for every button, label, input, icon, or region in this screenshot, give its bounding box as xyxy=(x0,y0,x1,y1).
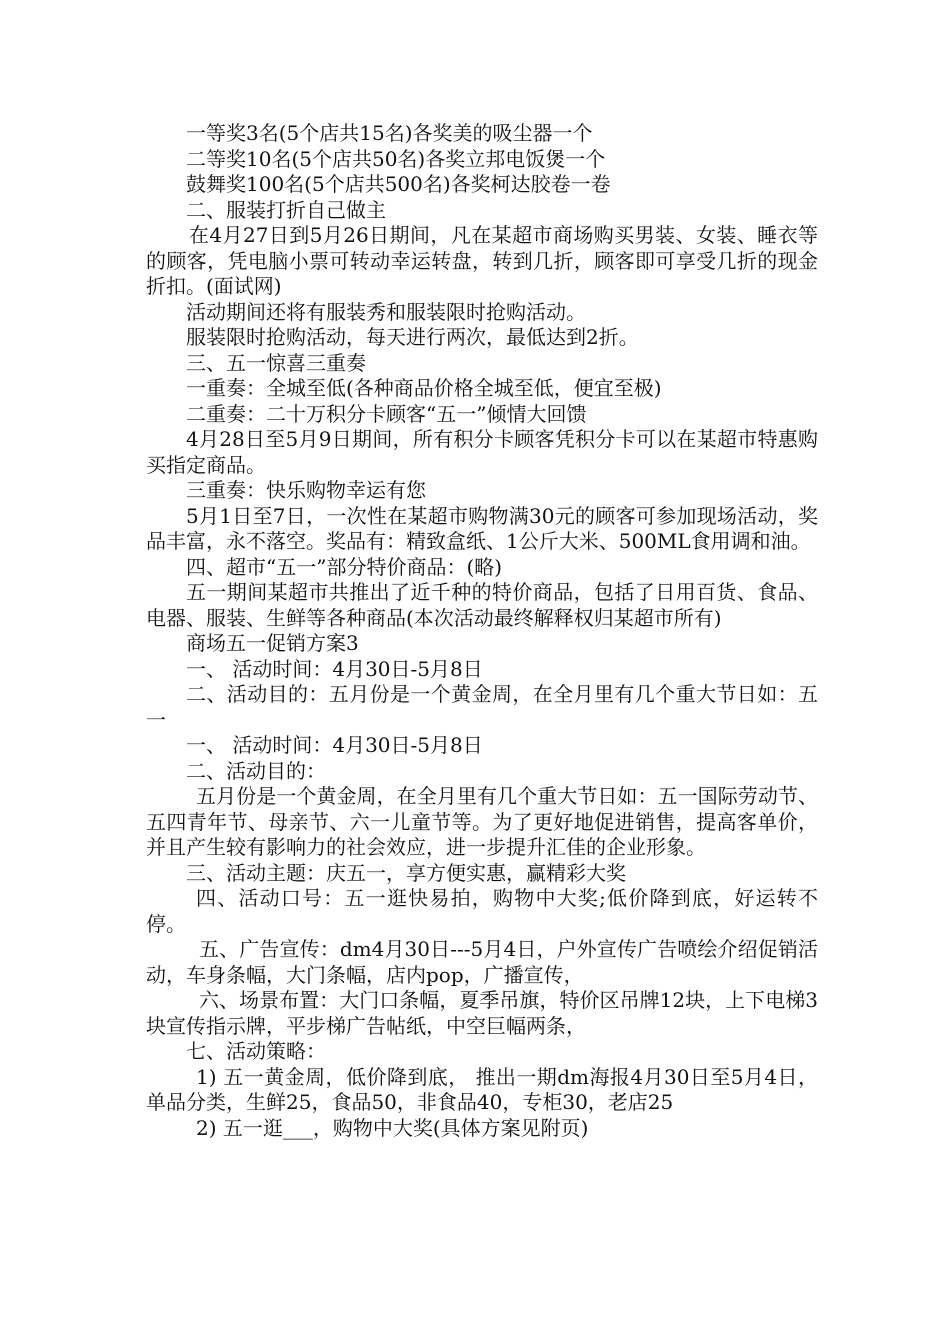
paragraph-activity-time: 一、 活动时间：4月30日-5月8日 xyxy=(186,656,483,681)
paragraph-second-part: 二重奏：二十万积分卡顾客“五一”倾情大回馈 xyxy=(186,401,587,426)
document-body xyxy=(146,121,818,1141)
prize-second: 二等奖10名(5个店共50名)各奖立邦电饭煲一个 xyxy=(186,146,606,171)
paragraph-points-card: 4月28日至5月9日期间，所有积分卡顾客凭积分卡可以在某超市特惠购买指定商品。 xyxy=(146,427,818,477)
paragraph-slogan: 四、活动口号：五一逛快易拍，购物中大奖;低价降到底，好运转不停。 xyxy=(146,886,818,936)
paragraph-strategy-heading: 七、活动策略： xyxy=(186,1039,326,1063)
paragraph-clothing-discount: 在4月27日到5月26日期间，凡在某超市商场购买男装、女装、睡衣等的顾客，凭电脑小票可转动幸运转盘，转到几折，顾客即可享受几折的现金折扣。(面试网) xyxy=(146,223,818,298)
paragraph-purpose-detail: 五月份是一个黄金周，在全月里有几个重大节日如：五一国际劳动节、五四青年节、母亲节、六一儿童节等。为了更好地促进销售，提高客单价，并且产生较有影响力的社会效应，进一步提升汇佳的企业形象。 xyxy=(146,784,818,859)
paragraph-strategy-one: 1) 五一黄金周，低价降到底， 推出一期dm海报4月30日至5月4日，单品分类，生鲜25，食品50，非食品40，专柜30，老店25 xyxy=(146,1064,818,1114)
section-heading-specials: 四、超市“五一”部分特价商品：(略) xyxy=(186,554,503,579)
section-heading-clothing: 二、服装打折自己做主 xyxy=(186,197,386,222)
paragraph-fashion-show: 活动期间还将有服装秀和服装限时抢购活动。 xyxy=(186,299,586,324)
prize-encouragement: 鼓舞奖100名(5个店共500名)各奖柯达胶卷一卷 xyxy=(186,172,611,196)
paragraph-scene-layout: 六、场景布置：大门口条幅，夏季吊旗，特价区吊牌12块，上下电梯3块宣传指示牌，平步梯广告帖纸，中空巨幅两条， xyxy=(146,988,818,1038)
paragraph-purpose-heading: 二、活动目的： xyxy=(186,758,326,783)
paragraph-flash-sale: 服装限时抢购活动，每天进行两次，最低达到2折。 xyxy=(186,325,639,349)
paragraph-onsite-activity: 5月1日至7日，一次性在某超市购物满30元的顾客可参加现场活动，奖品丰富，永不落空。奖品有：精致盒纸、1公斤大米、500ML食用调和油。 xyxy=(146,503,818,553)
prize-first: 一等奖3名(5个店共15名)各奖美的吸尘器一个 xyxy=(186,121,593,145)
paragraph-specials-detail: 五一期间某超市共推出了近千种的特价商品，包括了日用百货、食品、电器、服装、生鲜等各种商品(本次活动最终解释权归某超市所有) xyxy=(146,580,818,630)
paragraph-first-part: 一重奏：全城至低(各种商品价格全城至低，便宜至极) xyxy=(186,376,662,400)
paragraph-strategy-two: 2) 五一逛___，购物中大奖(具体方案见附页) xyxy=(196,1115,589,1140)
section-heading-triple: 三、五一惊喜三重奏 xyxy=(186,350,366,375)
plan-title: 商场五一促销方案3 xyxy=(186,631,359,655)
paragraph-advertising: 五、广告宣传：dm4月30日---5月4日，户外宣传广告喷绘介绍促销活动，车身条幅，大门条幅，店内pop，广播宣传， xyxy=(146,937,818,987)
paragraph-activity-time-repeat: 一、 活动时间：4月30日-5月8日 xyxy=(186,733,483,757)
paragraph-activity-purpose: 二、活动目的：五月份是一个黄金周，在全月里有几个重大节日如：五一 xyxy=(146,682,818,732)
paragraph-third-part: 三重奏：快乐购物幸运有您 xyxy=(186,478,426,502)
paragraph-theme: 三、活动主题：庆五一，享方便实惠，赢精彩大奖 xyxy=(186,860,626,885)
